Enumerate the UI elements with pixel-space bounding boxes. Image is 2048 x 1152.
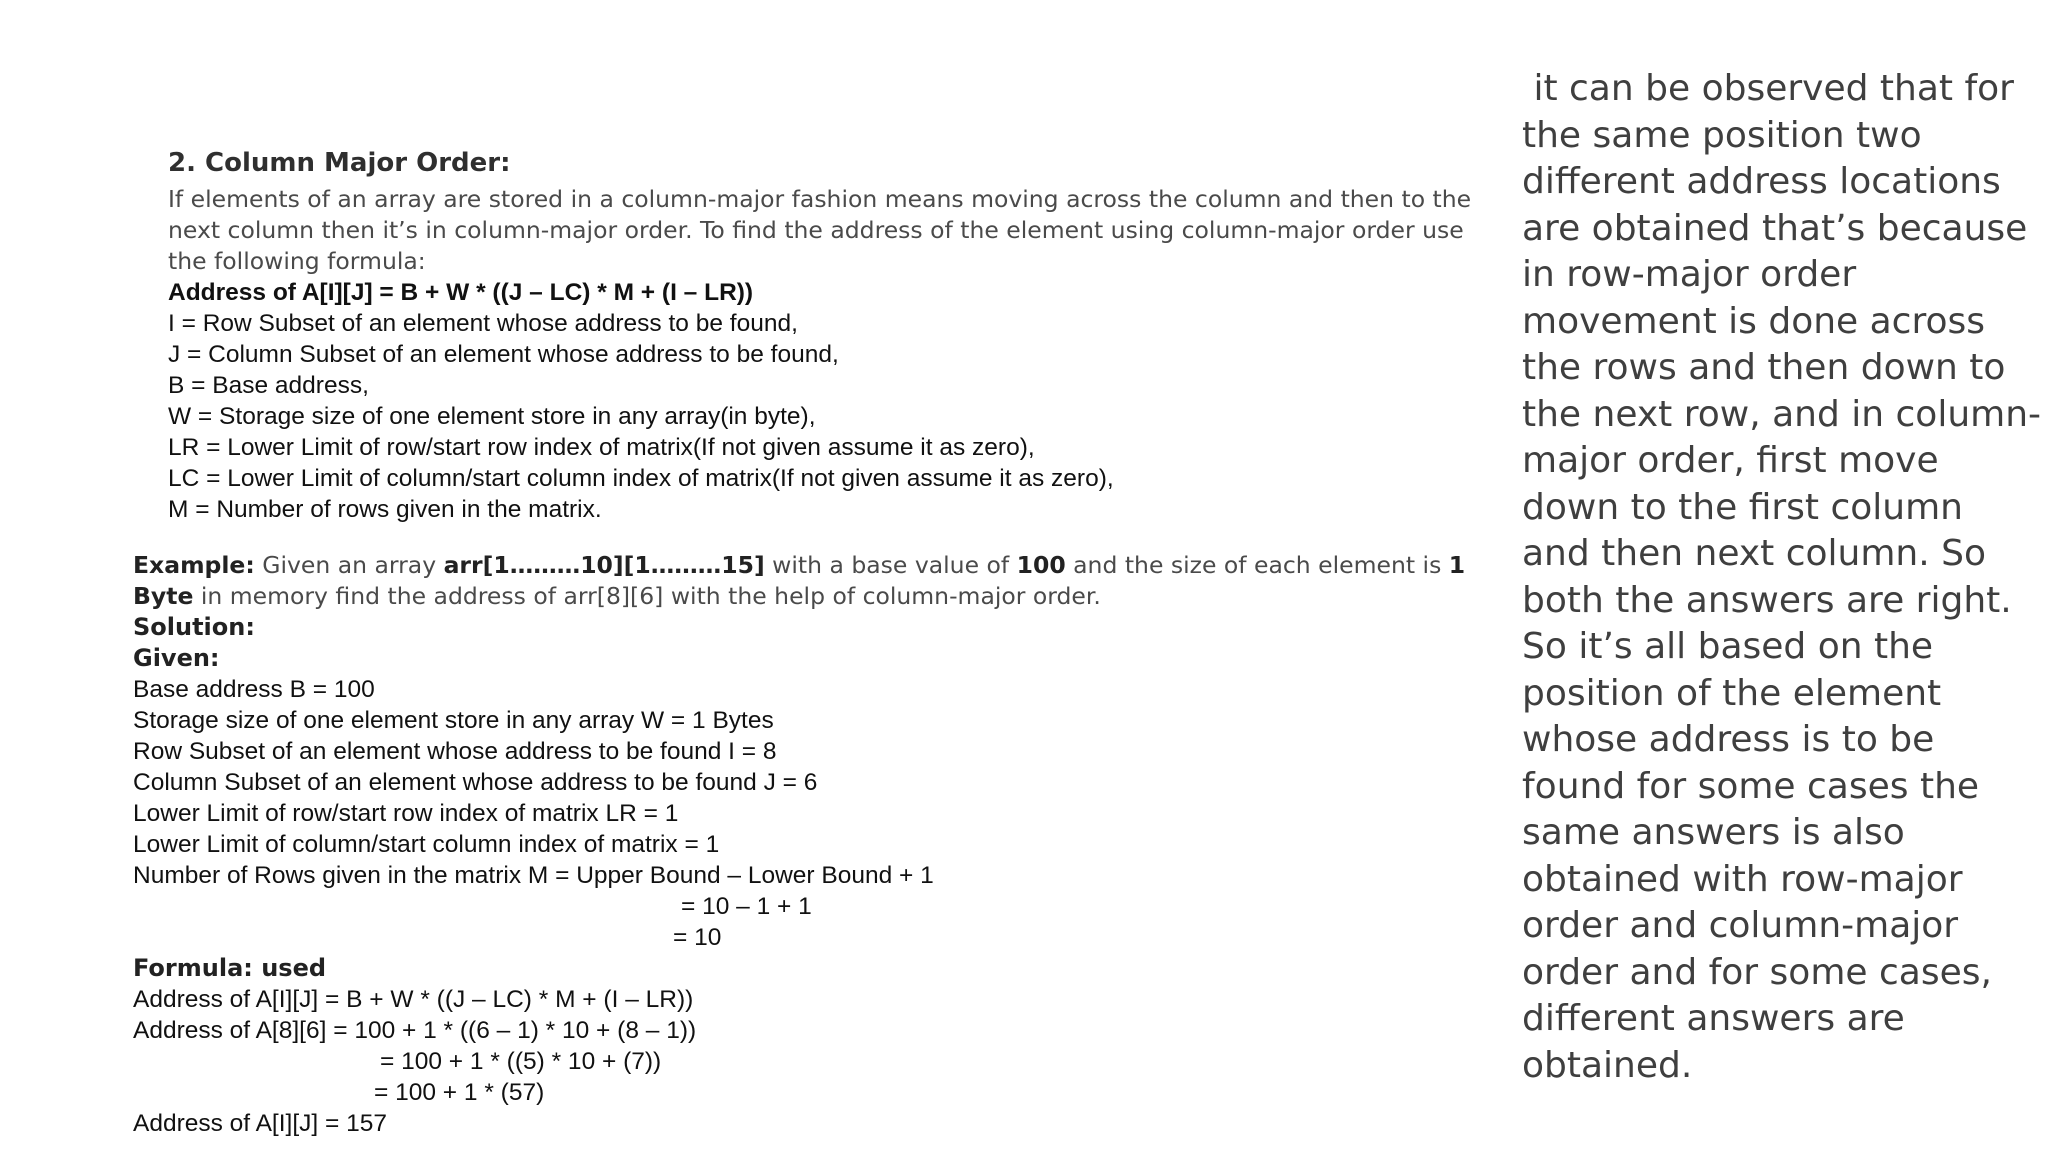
rows-step: = 10	[673, 924, 722, 951]
given-line: Column Subset of an element whose address to be found J = 6	[133, 769, 818, 796]
definition-line: J = Column Subset of an element whose address to be found,	[168, 341, 839, 368]
formula: Address of A[I][J] = B + W * ((J – LC) * M + (I – LR))	[168, 279, 754, 306]
base-value: 100	[1016, 551, 1066, 579]
example-paragraph: Example: Given an array arr[1………10][1………15] with a base value of 100 and the size of each element is 1 Byte in memory find the address of arr[8][6] with the help of column-major order.	[133, 551, 1466, 610]
example-label: Example:	[133, 551, 255, 579]
given-line: Lower Limit of column/start column index of matrix = 1	[133, 831, 720, 858]
given-label: Given:	[133, 644, 220, 672]
given-line: Number of Rows given in the matrix M = Upper Bound – Lower Bound + 1	[133, 862, 934, 889]
definition-line: B = Base address,	[168, 372, 369, 399]
calc-step: = 100 + 1 * ((5) * 10 + (7))	[380, 1048, 662, 1075]
rows-step: = 10 – 1 + 1	[681, 893, 812, 920]
given-line: Row Subset of an element whose address to be found I = 8	[133, 738, 777, 765]
given-line: Storage size of one element store in any array W = 1 Bytes	[133, 707, 774, 734]
definition-line: M = Number of rows given in the matrix.	[168, 496, 602, 523]
definition-line: W = Storage size of one element store in any array(in byte),	[168, 403, 816, 430]
side-note-paragraph-1: it can be observed that for the same position two different address locations are obtained that’s because in row-major order movement is done across the rows and then down to the next row, and in column-major order, first move down to the first column and then next column. So both the answers are right.	[1522, 68, 2042, 621]
side-note-paragraph-2: So it’s all based on the position of the element whose address is to be found for some cases the same answers is also obtained with row-major order and column-major order and for some cases, different answers are obtained.	[1522, 626, 1992, 1086]
definition-line: LC = Lower Limit of column/start column index of matrix(If not given assume it as zero),	[168, 465, 1114, 492]
given-line: Base address B = 100	[133, 676, 375, 703]
result-line: Address of A[I][J] = 157	[133, 1110, 387, 1137]
example-section	[133, 550, 1493, 1139]
definition-line: LR = Lower Limit of row/start row index of matrix(If not given assume it as zero),	[168, 434, 1035, 461]
calc-line: Address of A[8][6] = 100 + 1 * ((6 – 1) * 10 + (8 – 1))	[133, 1017, 697, 1044]
definition-line: I = Row Subset of an element whose address to be found,	[168, 310, 798, 337]
formula-label: Formula: used	[133, 954, 327, 982]
section-heading: 2. Column Major Order:	[168, 148, 511, 178]
calc-step: = 100 + 1 * (57)	[374, 1079, 545, 1106]
column-major-section	[168, 146, 1488, 525]
calc-line: Address of A[I][J] = B + W * ((J – LC) * M + (I – LR))	[133, 986, 694, 1013]
element-size: 1 Byte	[133, 551, 1466, 610]
given-line: Lower Limit of row/start row index of matrix LR = 1	[133, 800, 679, 827]
solution-label: Solution:	[133, 613, 255, 641]
side-note	[1522, 66, 2042, 1089]
array-name: arr[1………10][1………15]	[443, 551, 765, 579]
intro-paragraph: If elements of an array are stored in a column-major fashion means moving across the column and then to the next column then it’s in column-major order. To find the address of the element using column-major order use the following formula:	[168, 185, 1472, 275]
